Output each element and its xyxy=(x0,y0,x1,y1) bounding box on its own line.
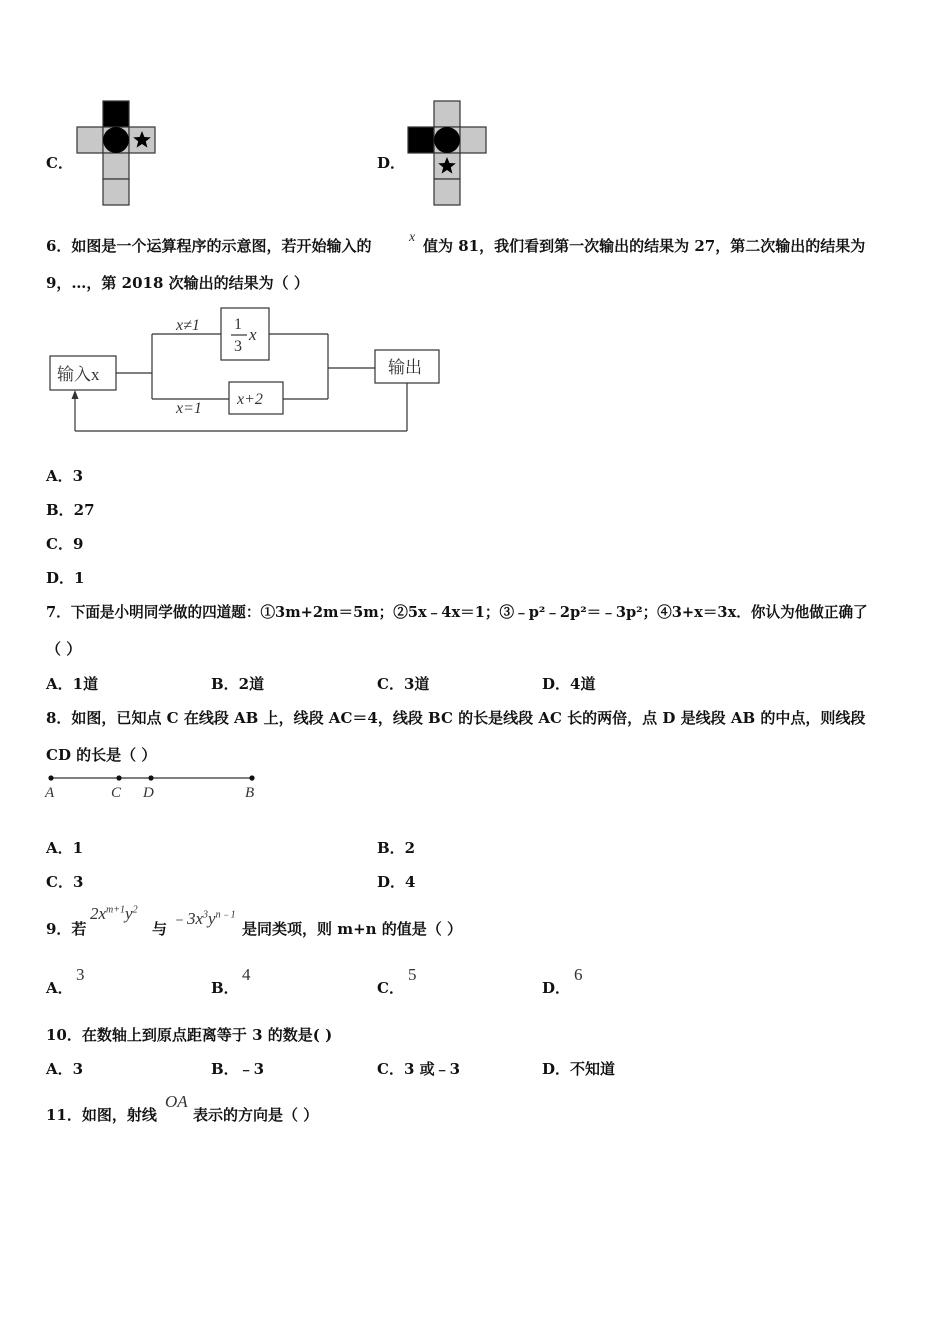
q9-option-b-value: 4 xyxy=(242,965,251,984)
flow-input-label: 输入x xyxy=(57,365,100,384)
q8-option-c: C．3 xyxy=(46,873,84,891)
q10-option-d: D．不知道 xyxy=(542,1060,616,1078)
q7-line2: （ ） xyxy=(46,640,82,658)
q9-option-b-label: B． xyxy=(211,979,239,997)
q8-option-d: D．4 xyxy=(377,873,416,891)
q10-option-a: A．3 xyxy=(46,1060,84,1078)
q7-option-d: D．4道 xyxy=(542,675,596,693)
point-c-label: C xyxy=(111,785,122,801)
q6-x-var: x xyxy=(409,230,416,245)
option-d-label: D． xyxy=(377,154,406,172)
q9-option-a-value: 3 xyxy=(76,965,85,984)
q9-option-d-label: D． xyxy=(542,979,571,997)
flow-op-top-den: 3 xyxy=(234,338,242,355)
q7-line1: 7．下面是小明同学做的四道题：①3m+2m＝5m；②5x﹣4x＝1；③﹣p²﹣2p²＝﹣3p²；④3+x＝3x．你认为他做正确了 xyxy=(46,604,868,621)
point-d-label: D xyxy=(143,785,154,801)
q7-option-b: B．2道 xyxy=(211,675,265,693)
q9-pre: 9．若 xyxy=(46,920,87,938)
q9-option-c-value: 5 xyxy=(408,965,417,984)
q10-stem: 10．在数轴上到原点距离等于 3 的数是( ) xyxy=(46,1026,333,1044)
flow-cond-top: x≠1 xyxy=(176,317,200,334)
q6-line1-pre: 6．如图是一个运算程序的示意图，若开始输入的 xyxy=(46,237,372,255)
q11-post: 表示的方向是（ ） xyxy=(193,1106,319,1124)
q8-line1: 8．如图，已知点 C 在线段 AB 上，线段 AC＝4，线段 BC 的长是线段 AC 长的两倍，点 D 是线段 AB 的中点，则线段 xyxy=(46,709,866,727)
cube-net-d xyxy=(408,101,488,207)
q8-option-b: B．2 xyxy=(377,839,416,857)
q9-expr1: $2x^{m+1}y^2$ xyxy=(90,904,138,923)
point-a-label: A xyxy=(45,785,55,801)
q8-line2: CD 的长是（ ） xyxy=(46,746,157,764)
flow-op-bottom: x+2 xyxy=(237,391,263,408)
flow-op-top-box xyxy=(221,308,269,360)
q10-option-c: C．3 或﹣3 xyxy=(377,1060,461,1078)
cube-net-c xyxy=(77,101,157,207)
q8-option-a: A．1 xyxy=(46,839,84,857)
q9-post: 是同类项，则 m+n 的值是（ ） xyxy=(242,920,463,938)
flow-op-top-num: 1 xyxy=(234,316,242,333)
q8-segment-figure xyxy=(44,772,274,802)
q11-pre: 11．如图，射线 xyxy=(46,1106,157,1124)
q6-option-a: A．3 xyxy=(46,467,84,485)
q9-mid: 与 xyxy=(152,920,168,938)
flow-cond-bottom: x=1 xyxy=(176,400,202,417)
point-a xyxy=(48,775,53,780)
q6-option-d: D．1 xyxy=(46,569,85,587)
q9-option-a-label: A． xyxy=(46,979,73,997)
q10-option-b: B．﹣3 xyxy=(211,1060,265,1078)
q9-option-c-label: C． xyxy=(377,979,404,997)
q6-option-b: B．27 xyxy=(46,501,95,519)
point-c xyxy=(116,775,121,780)
flow-arrow-head xyxy=(72,390,79,399)
q7-option-a: A．1道 xyxy=(46,675,99,693)
q9-expr2: $﹣3x^3y^{n﹣1}$ xyxy=(170,909,236,928)
q6-line1-post: 值为 81，我们看到第一次输出的结果为 27，第二次输出的结果为 xyxy=(423,237,866,255)
q11-ray-oa: OA xyxy=(165,1092,188,1111)
flow-op-top-var: x xyxy=(249,325,257,344)
point-d xyxy=(148,775,153,780)
q9-option-d-value: 6 xyxy=(574,965,583,984)
point-b-label: B xyxy=(245,785,255,801)
point-b xyxy=(249,775,254,780)
option-c-label: C． xyxy=(46,154,73,172)
q6-line2: 9，…，第 2018 次输出的结果为（ ） xyxy=(46,274,309,292)
flow-output-label: 输出 xyxy=(388,358,422,377)
q6-option-c: C．9 xyxy=(46,535,84,553)
q6-flowchart xyxy=(46,304,446,434)
q7-option-c: C．3道 xyxy=(377,675,430,693)
